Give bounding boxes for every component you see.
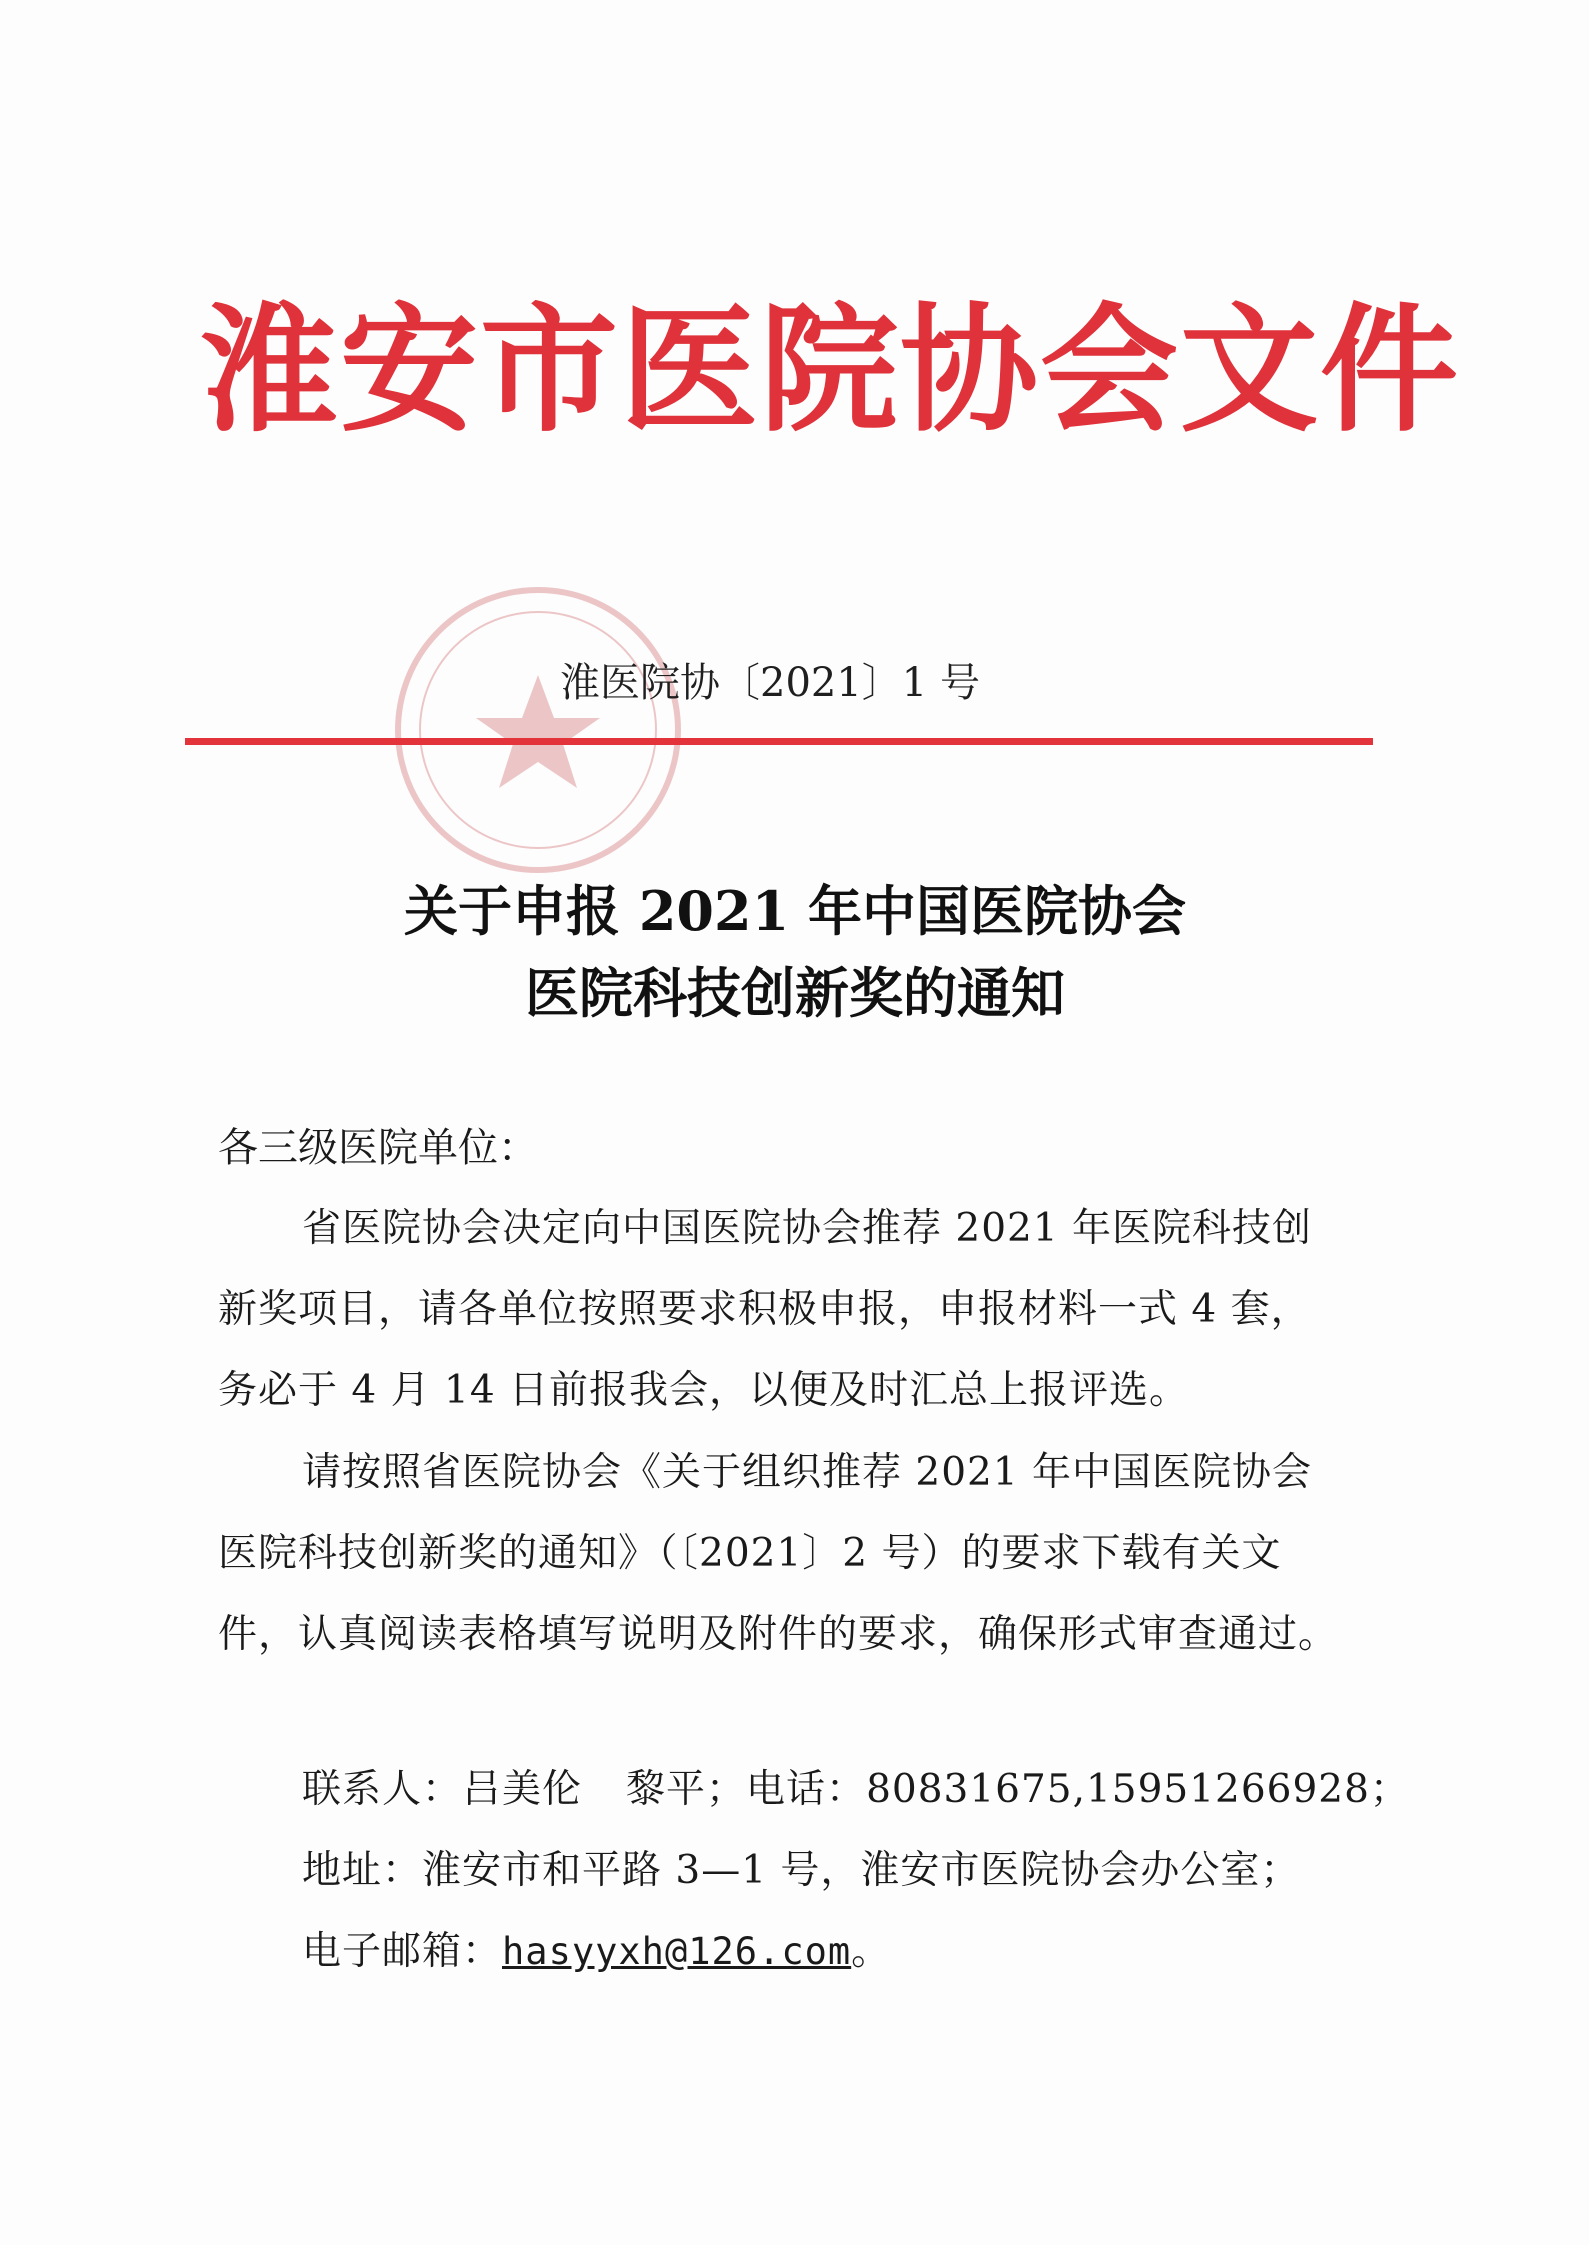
body-paragraph-1	[218, 1188, 1338, 1431]
contact-phone: 80831675,15951266928；	[866, 1767, 1410, 1812]
notice-title	[190, 870, 1400, 1034]
official-seal-icon	[378, 580, 698, 880]
contact-people-label: 联系人：	[302, 1767, 463, 1812]
contact-address-value: 淮安市和平路 3—1 号，淮安市医院协会办公室；	[422, 1848, 1301, 1893]
notice-title-line-1: 关于申报 2021 年中国医院协会	[404, 879, 1186, 943]
contact-people-phone	[302, 1762, 1410, 1818]
red-divider-line	[185, 738, 1373, 745]
contact-address	[302, 1843, 1300, 1899]
notice-title-line-2: 医院科技创新奖的通知	[525, 961, 1065, 1025]
contact-person-2: 黎平	[626, 1767, 707, 1812]
body-paragraph-2	[218, 1432, 1338, 1675]
body-paragraph-1-text: 省医院协会决定向中国医院协会推荐 2021 年医院科技创新奖项目，请各单位按照要求积极申报，申报材料一式 4 套，务必于 4 月 14 日前报我会，以便及时汇总上报评选。	[218, 1206, 1313, 1413]
contact-email	[302, 1924, 891, 1980]
contact-email-suffix: 。	[851, 1929, 892, 1974]
contact-person-1: 吕美伦	[462, 1767, 583, 1812]
contact-email-link[interactable]: hasyyxh@126.com	[502, 1930, 852, 1973]
masthead-title: 淮安市医院协会文件	[200, 288, 1461, 451]
contact-phone-label: ；电话：	[706, 1767, 867, 1812]
salutation: 各三级医院单位：	[218, 1125, 538, 1171]
contact-address-label: 地址：	[302, 1848, 423, 1893]
document-number: 淮医院协〔2021〕1 号	[560, 660, 980, 706]
body-paragraph-2-text: 请按照省医院协会《关于组织推荐 2021 年中国医院协会医院科技创新奖的通知》（〔2021〕2 号）的要求下载有关文件，认真阅读表格填写说明及附件的要求，确保形式审查通过。	[218, 1450, 1339, 1657]
contact-email-label: 电子邮箱：	[302, 1929, 503, 1974]
